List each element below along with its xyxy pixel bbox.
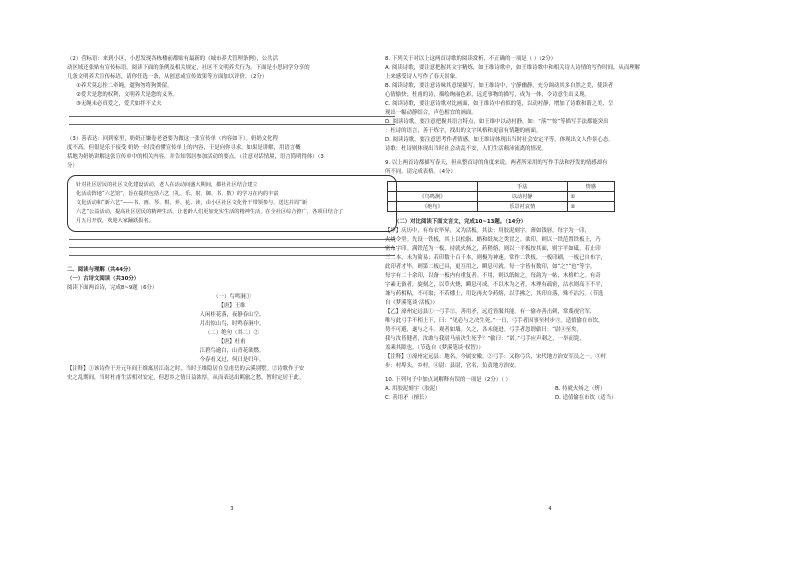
- q10-option[interactable]: C. 善用矛（擅长）: [385, 395, 430, 401]
- q2-intro-line: 几条文明养犬宣传标语，请你任选一条，从创意或宣传效果等方面加以评价。（2分）: [67, 74, 268, 80]
- poem-author: 【唐】王维: [218, 303, 246, 309]
- q8-option-line: 诗歌：杜诗则体现出当时社会动乱不安，人们生活颠沛流离的情况。: [385, 146, 547, 152]
- passage-b-line: 我与汝皆健者，汝敢与我尉马前决生死乎？”偷曰：“诺。”弓手应声刺之，一举而毙，: [385, 336, 585, 342]
- q8-option-line: D. 阅读诗歌，要注意思考作者情感，如王维诗体现出当时社会安定平等，体现出文人作景心态。: [385, 137, 614, 143]
- q9-intro-line: 所不同，请完成表格。（4分）: [385, 169, 456, 175]
- table-cell: 以动衬静: [477, 192, 567, 202]
- right-page: [385, 55, 715, 510]
- poem-line: 人闲桂花落，夜静春山空。: [199, 312, 265, 318]
- table-cell: 《绝句》: [388, 202, 478, 212]
- notes-line: 史之乱期间，当时杜甫生活相对安定，但思乡之情日益浓厚，从而表达出羁旅之愁，暂时定居于此。: [67, 375, 305, 381]
- notes-line: 【注释】①濠州定远县：地名，今属安徽。②弓手：又称弓兵，宋代地方治安军员之一。③村: [385, 354, 607, 360]
- passage-b-line: 盖乘其隙也。（节选自《梦溪笔谈·权智》）: [385, 345, 484, 351]
- table-answer-cell[interactable]: ①: [567, 192, 614, 202]
- passage-a-line: 密布字印。满铁范为一板，持就火炀之，药稍熔，则以一平板按其面，则字平如砥。若止印: [385, 246, 601, 252]
- q8-option-line: D. 阅读诗歌，要注意把握其语言特点，如王维中以动衬静，如：“落”“惊”等描写手法都能突出: [385, 119, 609, 125]
- poem-line: 月出惊山鸟，时鸣春涧中。: [199, 321, 265, 327]
- q8-option-line: A. 阅读诗歌，要注意把握其文字精炼，如王维诗歌中，如王维诗歌中和相关诗人诗情的写作时间，从而理解: [385, 65, 640, 71]
- subsection-heading: （一）古诗文阅读（共30分）: [67, 276, 140, 282]
- passage-a-line: 字素无备者，旋刻之，以草火烧，瞬息可成。不以木为之者，木理有疏密，沾水则高下不平，: [385, 282, 607, 288]
- q10-option[interactable]: B. 持就火炀之（烤）: [555, 386, 606, 392]
- poem-line: 江碧鸟逾白，山青花欲燃。: [199, 348, 265, 354]
- poem-line: 今春看又过，何日是归年。: [199, 357, 265, 363]
- q8-option-line: B. 阅读诗歌，要注意诗味其意境描写。如王维诗中，宁静幽静，充分调动其多自然之美，使读者: [385, 83, 614, 89]
- flyer-line: 月五月开放，欢迎大家踊跃报名。: [76, 218, 154, 224]
- poem-2: [67, 329, 397, 365]
- flyer-line: 六艺”公益活动，提高社区居民的精神生活、让老龄人们更加充实生活的精神生活，在全社区综合推广，各项目结合了: [76, 209, 344, 215]
- table-answer-cell[interactable]: ②: [567, 202, 614, 212]
- answer-line[interactable]: [69, 116, 395, 117]
- section-heading: 二、阅读与理解（共44分）: [67, 267, 134, 273]
- left-page: [67, 55, 397, 510]
- poem-title: （二）绝句（其二）②: [205, 330, 259, 336]
- poem-author: 【唐】杜甫: [218, 339, 246, 345]
- table-header-cell: 手法: [477, 182, 567, 192]
- q8-option-line: C. 阅读诗歌，要注意诗歌对比画面，如王维诗中看似的笔，以动衬静，增加了诗歌和谐之美，呈: [385, 101, 614, 107]
- table-cell: 乐景衬哀情: [477, 202, 567, 212]
- answer-line[interactable]: [69, 239, 395, 240]
- q3-intro-line: 括地为奶奶讲解这张宣传单中的相关内容，并告知邻居参加活动的要点。（注意对话情境，语言简明得体）（3: [67, 154, 324, 160]
- notes-line: 【注释】①该诗作于开元年间王维寓居江南之时，当时王维隐居在皇甫岳的云溪别墅。②诗歌作于安: [67, 366, 305, 372]
- passage-a-line: 每字有二十余印，以备一板内有重复者。不用，则以纸帖之，每韵为一帖，木格贮之。有奇: [385, 273, 601, 279]
- passage-a-line: 三二本，未为简易；若印数十百千本，则极为神速。常作二铁板，一板印刷，一板已自布字，: [385, 255, 607, 261]
- flyer-line: 针对社区居民的社区文化建设活动，老人在活动间盛大期间，都社社区结合建立: [76, 182, 258, 188]
- q9-intro-line: 9. 以上两首诗都描写春天，但从整首诗的角度来说，两者所采用的写作手法和抒发的情感却有: [385, 160, 608, 166]
- slogan-item: ②爱犬是您的权利，文明养犬是您的义务。: [76, 92, 178, 98]
- poem-intro: 阅读下面两首诗，完成8~9题（6分）: [67, 285, 158, 291]
- passage-b-line: 唯与此弓手不相上下，曰：“见必与之决生死。”一日，弓手者因事至村步③，适值偷在市饮，: [385, 318, 604, 324]
- q10-option[interactable]: D. 适值偷在市饮（适当）: [555, 395, 617, 401]
- q2-intro-line: 动区域还张贴有宣传标语。阅读下面的条例及相关规定，社区不文明养犬行为。下面是小思同学分享的: [67, 65, 310, 71]
- passage-a-line: 兼与药相粘，不可取；不若燔土，用讫再火令药熔，以手拂之，其印自落，殊不沾污。（节选: [385, 291, 604, 297]
- slogan-item: ①养犬莫忘拴二牵绳，遛狗勿将狗粪留。: [76, 83, 173, 89]
- q8-intro: 8. 下列关于对以上这两首诗歌的阅读赏析，不正确的一项是（ ）（2分）: [385, 56, 557, 62]
- flyer-box: [67, 175, 397, 232]
- passage-a-line: 自《梦溪笔谈·活板》）: [385, 300, 438, 306]
- flyer-line: 文化活动和“新六艺”——书、画、琴、棋、养、花、读，由小区社区文化骨干带领参与，送达并周“新: [76, 200, 308, 206]
- passage-a-line: 火烧令坚。先设一铁板，其上以松脂、蜡和纸灰之类冒之。欲印，则以一铁范置铁板上，乃: [385, 237, 601, 243]
- table-header-row: [388, 182, 615, 192]
- passage-a-line: 此印者才毕，则第二板已具，更互用之，瞬息可就。每一字皆有数印，如“之”“也”等字，: [385, 264, 596, 270]
- q3-intro-line: 度不高，但很是乐于接受 奶奶一时没看懂宣传单上的内容，于是向你寻求。如果是讲解，用语言概: [67, 145, 301, 151]
- page-number: 3: [230, 506, 234, 512]
- q8-option-line: ：杜诗的语言，善于炼字，找出的文字风格和更富有情趣的画面。: [385, 128, 542, 134]
- table-row: [388, 192, 615, 202]
- table-row: [388, 202, 615, 212]
- flyer-line: 化活动阵地“六艺馆”，旨在提供包括六艺（礼、乐、射、御、书、数）的学习在内的丰富: [76, 191, 279, 197]
- poem-title: （一）鸟鸣涧①: [213, 294, 251, 300]
- passage-a-line: 【甲】庆历中，有布衣毕昇，又为活板。其法：用胶泥刻字，薄如钱唇，每字为一印，: [385, 228, 590, 234]
- poem-1: [67, 293, 397, 329]
- q3-intro-line: 分）: [67, 163, 78, 169]
- q10-option[interactable]: A. 用胶泥刻字（胶泥）: [385, 386, 441, 392]
- table-header-cell: 情感: [567, 182, 614, 192]
- slogan-item: ③无绳未必真爱之，爱犬如拌不丈夫: [76, 101, 162, 107]
- answer-line[interactable]: [69, 247, 395, 248]
- table-header-cell: [388, 182, 478, 192]
- q3-intro-line: （3）善表达：回到家里，奶奶正嫌卷老爸要为做这一张宣传单（内容如下）。奶奶文化程: [67, 136, 278, 142]
- notes-line: 步：村埠头，乡村。④尉：县尉，官名，负责地方治安。: [385, 363, 520, 369]
- section-heading: （二）对比阅读下面文言文，完成10~13题。（14分）: [394, 219, 527, 225]
- page-number: 4: [548, 506, 552, 512]
- q8-option-line: 上来感受诗人写作了春天景象。: [385, 74, 461, 80]
- q10-options: [385, 385, 715, 403]
- q8-option-line: 心情愉快；杜甫的诗，描绘绚丽色彩，远近事物的描写，成为一体，令诗意生出义现。: [385, 92, 590, 98]
- passage-b-line: 【乙】濠州定远县①一弓手②，善用矛，远近皆服其能。有一偷亦善击刺，常蔑视官军，: [385, 309, 596, 315]
- q2-intro-line: （2）营标语：来到小区，小思发现各栋楼前都贴有最新的《城市养犬管理条例》，公共活: [67, 56, 278, 62]
- table-cell: 《鸟鸣涧》: [388, 192, 478, 202]
- passage-b-line: 势不可避，遂与之斗。观者如墙。久之，各未能进。弓手者忽谓偷曰：“尉④至矣，: [385, 327, 582, 333]
- comparison-table: [387, 181, 615, 212]
- q8-option-line: 现出一幅动静结合，声色相宜的画面。: [385, 110, 477, 116]
- q10-intro: 10. 下列句子中加点词解释有误的一项是（2分）（ ）: [385, 377, 511, 383]
